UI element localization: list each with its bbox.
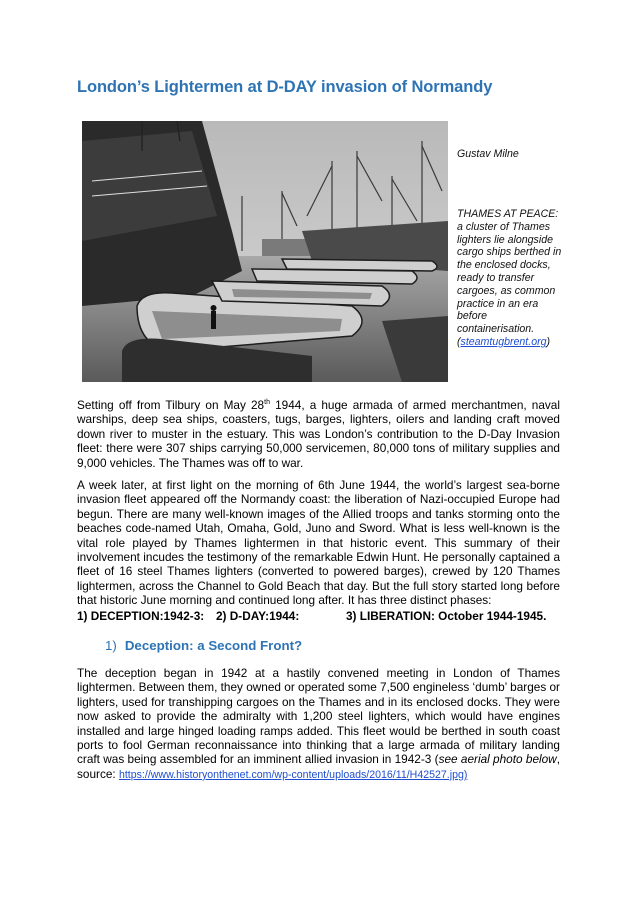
- paragraph-tilbury-start: Setting off from Tilbury on May 28: [77, 398, 265, 412]
- page-title: London’s Lightermen at D-DAY invasion of Normandy: [77, 78, 493, 96]
- phase-liberation: 3) LIBERATION: October 1944-1945.: [346, 609, 547, 623]
- caption-link-close: ): [546, 335, 551, 348]
- caption-link-open: (: [457, 335, 461, 348]
- section-title: Deception: a Second Front?: [124, 638, 303, 653]
- aerial-photo-note: see aerial photo below: [438, 752, 557, 767]
- paragraph-deception-text: The deception began in 1942 at a hastily convened meeting in London of Thames lightermen. Between them, they owned or operated some 7,500 engineless ‘dumb’ barges or lighters, used for transhipping cargoes on the Thames and in its enclosed docks. They were now asked to provide the admiralty with 1,200 steel lighters, which would have engines installed and large hinged loading ramps added. This fleet would be berthed in south coast ports to fool German reconnaissance into thinking that a large armada of military landing craft was being assembled for an imminent allied invasion in 1942-3 (: [77, 666, 560, 767]
- paragraph-deception: [77, 666, 560, 782]
- paragraph-tilbury-rest: 1944, a huge armada of armed merchantmen, naval warships, deep sea ships, coasters, tugs, barges, lighters, oilers and landing craft moved down river to muster in the estuary. This was London’s contribution to the D-Day Invasion fleet: there were 307 ships carrying 50,000 servicemen, 80,000 tons of military supplies and 9,000 vehicles. The Thames was off to war.: [77, 398, 560, 470]
- ordinal-suffix: th: [264, 399, 270, 407]
- caption-text: THAMES AT PEACE: a cluster of Thames lighters lie alongside cargo ships berthed in the enclosed docks, ready to transfer cargoes, as common practice in an era before containerisation.: [457, 208, 562, 336]
- photo-caption: [457, 208, 567, 349]
- paragraph-tilbury: [77, 398, 560, 470]
- section-number: 1): [105, 638, 117, 653]
- docks-photo-image: [82, 121, 448, 382]
- section-heading: [105, 638, 302, 653]
- paragraph-normandy: A week later, at first light on the morning of 6th June 1944, the world’s largest sea-borne invasion fleet appeared off the Normandy coast: the liberation of Nazi-occupied Europe had begun. There are many well-known images of the Allied troops and tanks storming onto the beaches code-named Utah, Omaha, Gold, Juno and Sword. What is less well-known is the vital role played by Thames lightermen in that historic event. This summary of their involvement incudes the testimony of the remarkable Edwin Hunt. He personally captained a fleet of 16 steel Thames lighters (converted to powered barges), crewed by 120 Thames lightermen, across the Channel to Gold Beach that day. But the full story started long before that historic June morning and continued long after. It has three distinct phases:: [77, 478, 560, 608]
- phase-deception: 1) DECEPTION:1942-3:: [77, 609, 205, 623]
- docks-photo: [82, 121, 448, 382]
- source-url-link[interactable]: https://www.historyonthenet.com/wp-content/uploads/2016/11/H42527.jpg): [118, 768, 468, 781]
- author-name: Gustav Milne: [457, 148, 519, 160]
- caption-source-link[interactable]: steamtugbrent.org: [460, 335, 547, 348]
- source-prefix: , source:: [77, 752, 560, 781]
- phase-dday: 2) D-DAY:1944:: [216, 609, 300, 623]
